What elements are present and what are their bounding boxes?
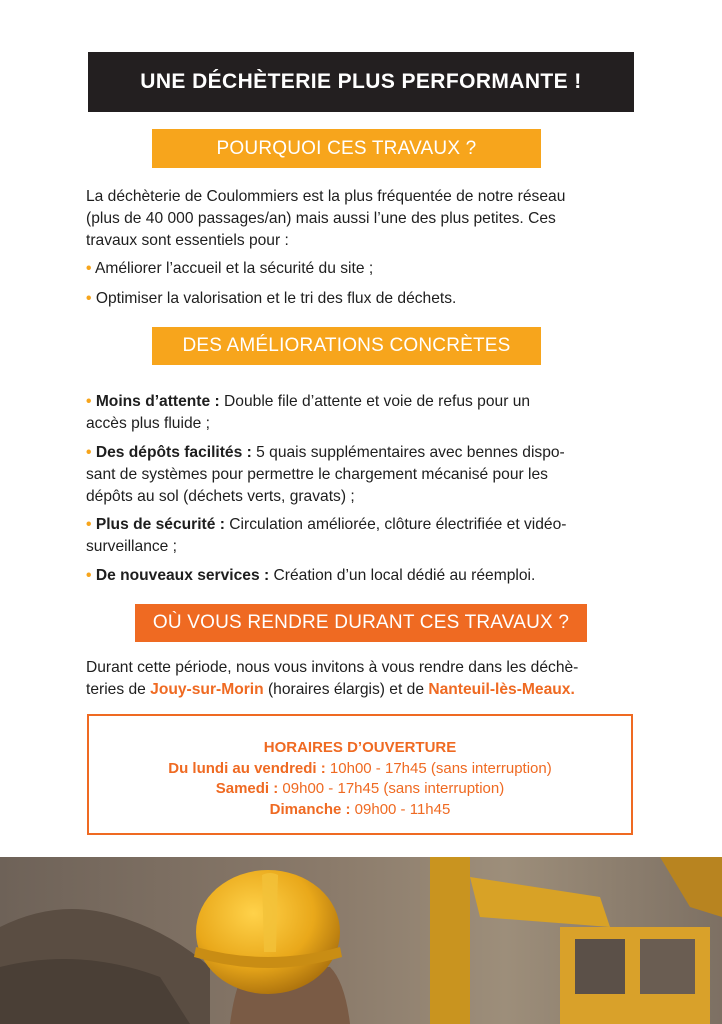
hours-time: 09h00 - 11h45 <box>350 800 451 818</box>
section-heading-why: POURQUOI CES TRAVAUX ? <box>152 129 541 168</box>
opening-hours-box <box>87 714 633 835</box>
improvement-text: Circulation améliorée, clôture électrifiée et vidéo- <box>229 516 567 533</box>
improvement-text: 5 quais supplémentaires avec bennes dispo- <box>256 444 565 461</box>
why-bullet <box>86 288 642 310</box>
hours-day: Dimanche : <box>269 800 351 818</box>
place-nanteuil: Nanteuil-lès-Meaux. <box>428 681 575 698</box>
improvement-label: Moins d’attente : <box>95 393 220 410</box>
why-bullet-text: Améliorer l’accueil et la sécurité du site ; <box>94 260 374 277</box>
bullet-dot-icon: • <box>86 567 92 584</box>
improvement-label: Plus de sécurité : <box>95 516 225 533</box>
bullet-dot-icon: • <box>86 260 92 277</box>
improvement-item <box>86 391 642 435</box>
hours-title: HORAIRES D’OUVERTURE <box>263 739 457 756</box>
improvement-item <box>86 565 642 587</box>
why-bullet-text: Optimiser la valorisation et le tri des flux de déchets. <box>95 290 457 307</box>
improvement-label: De nouveaux services : <box>95 567 270 584</box>
improvement-label: Des dépôts facilités : <box>95 444 252 461</box>
improvement-text: surveillance ; <box>86 538 178 555</box>
where-text: teries de <box>86 681 151 698</box>
hours-day: Du lundi au vendredi : <box>168 759 326 777</box>
improvement-text: Création d’un local dédié au réemploi. <box>273 567 536 584</box>
bullet-dot-icon: • <box>86 393 92 410</box>
improvement-item <box>86 442 642 508</box>
hours-time: 09h00 - 17h45 (sans interruption) <box>278 780 505 797</box>
section-heading-improvements: DES AMÉLIORATIONS CONCRÈTES <box>152 327 541 365</box>
improvement-text: accès plus fluide ; <box>86 415 210 432</box>
improvement-text: Double file d’attente et voie de refus pour un <box>224 393 531 410</box>
photo-illustration <box>0 857 722 1024</box>
intro-line-1: La déchèterie de Coulommiers est la plus fréquentée de notre réseau <box>86 188 566 205</box>
intro-line-2: (plus de 40 000 passages/an) mais aussi l’une des plus petites. Ces <box>86 210 556 227</box>
where-text: (horaires élargis) et de <box>263 681 429 698</box>
improvement-item <box>86 514 642 558</box>
hours-time: 10h00 - 17h45 (sans interruption) <box>325 759 552 777</box>
hours-day: Samedi : <box>215 780 279 797</box>
bullet-dot-icon: • <box>86 290 92 307</box>
bullet-dot-icon: • <box>86 516 92 533</box>
why-bullet <box>86 258 642 280</box>
section-heading-where: OÙ VOUS RENDRE DURANT CES TRAVAUX ? <box>135 604 587 642</box>
where-paragraph <box>86 657 642 701</box>
hours-row <box>89 779 631 800</box>
construction-worker-photo <box>0 857 722 1024</box>
intro-line-3: travaux sont essentiels pour : <box>86 232 289 249</box>
hours-row <box>89 759 631 780</box>
intro-paragraph <box>86 186 642 252</box>
bullet-dot-icon: • <box>86 444 92 461</box>
hours-row <box>89 800 631 821</box>
page-title: UNE DÉCHÈTERIE PLUS PERFORMANTE ! <box>88 52 634 112</box>
improvement-text: sant de systèmes pour permettre le chargement mécanisé pour les <box>86 466 548 483</box>
place-jouy: Jouy-sur-Morin <box>150 681 264 698</box>
where-line-1: Durant cette période, nous vous invitons à vous rendre dans les déchè- <box>86 659 579 676</box>
improvement-text: dépôts au sol (déchets verts, gravats) ; <box>86 488 355 505</box>
